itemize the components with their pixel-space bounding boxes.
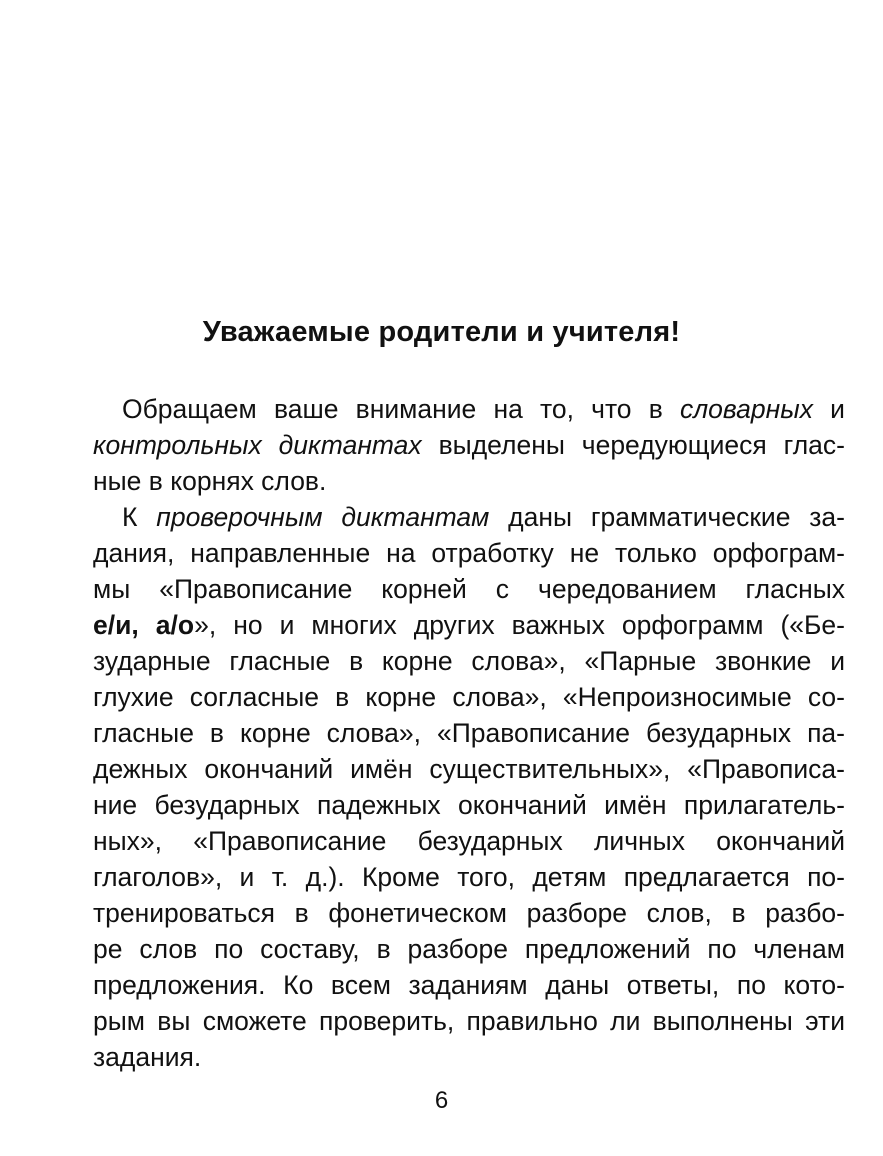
paragraph-1-line-3: ные в корнях слов. (93, 466, 327, 496)
paragraph-2-line-6: глухие согласные в корне слова», «Непроизносимые со- (93, 682, 845, 712)
paragraph-2-line-7: гласные в корне слова», «Правописание безударных па- (93, 718, 845, 748)
paragraph-2-line-12: тренироваться в фонетическом разборе слов, в разбо- (93, 898, 845, 928)
paragraph-2-line-16: задания. (93, 1042, 202, 1072)
paragraph-2-line-1 (122, 499, 845, 535)
paragraph-2-line-14: предложения. Ко всем заданиям даны ответы, по кото- (93, 970, 845, 1000)
paragraph-2-line-15: рым вы сможете проверить, правильно ли выполнены эти (93, 1006, 845, 1036)
bold-vowels: е/и, а/о (93, 610, 195, 640)
paragraph-2-line-4-rest: », но и многих других важных орфограмм («Бе- (194, 610, 845, 640)
paragraph-2-line-11: глаголов», и т. д.). Кроме того, детям предлагается по- (93, 862, 845, 892)
emphasis-slovarnyh: словарных (679, 394, 813, 424)
paragraph-1-line-2 (93, 427, 845, 463)
paragraph-1-line-2-rest: выделены чередующиеся глас- (438, 430, 845, 460)
paragraph-2-line-13: ре слов по составу, в разборе предложений по членам (93, 934, 845, 964)
page-heading: Уважаемые родители и учителя! (202, 316, 681, 348)
paragraph-1-intro: Обращаем ваше внимание на то, что в (122, 394, 663, 424)
paragraph-2-prefix: К (122, 502, 138, 532)
emphasis-proverochnym-diktantam: проверочным диктантам (156, 502, 490, 532)
paragraph-2-line-4 (93, 607, 845, 643)
paragraph-2-line-2: дания, направленные на отработку не только орфограм- (93, 538, 845, 568)
emphasis-kontrolnyh-diktantah: контрольных диктантах (93, 430, 422, 460)
conjunction-and: и (830, 394, 845, 424)
paragraph-2-line-3: мы «Правописание корней с чередованием гласных (93, 574, 845, 604)
paragraph-2-line-9: ние безударных падежных окончаний имён прилагатель- (93, 790, 845, 820)
paragraph-2-line-8: дежных окончаний имён существительных», «Правописа- (93, 754, 845, 784)
paragraph-2-line-1-rest: даны грамматические за- (508, 502, 845, 532)
paragraph-1-line-1 (122, 391, 845, 427)
paragraph-2-line-5: зударные гласные в корне слова», «Парные звонкие и (93, 646, 845, 676)
paragraph-2-line-10: ных», «Правописание безударных личных окончаний (93, 826, 845, 856)
page-number: 6 (434, 1087, 449, 1114)
